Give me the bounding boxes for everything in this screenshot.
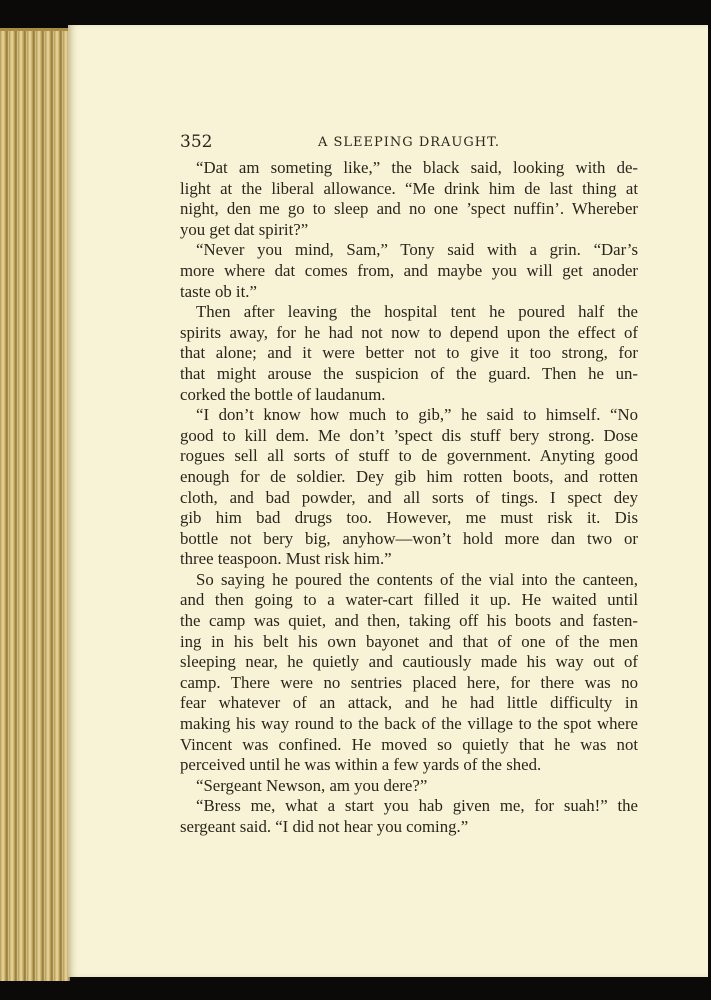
text-line: ing in his belt his own bayonet and that of one of the men [180, 631, 638, 651]
text-line: “Sergeant Newson, am you dere?” [196, 775, 428, 795]
text-line: “Bress me, what a start you hab given me, for suah!” the [196, 796, 638, 816]
text-line: perceived until he was within a few yards of the shed. [180, 755, 542, 775]
text-line: Then after leaving the hospital tent he poured half the [196, 302, 638, 322]
text-line: corked the bottle of laudanum. [180, 384, 386, 404]
text-line: Vincent was confined. He moved so quietly that he was not [180, 734, 638, 754]
text-line: light at the liberal allowance. “Me drink him de last thing at [180, 178, 638, 198]
text-line: “Dat am someting like,” the black said, looking with de- [196, 158, 638, 177]
text-line: you get dat spirit?” [180, 219, 309, 239]
text-line: fear whatever of an attack, and he had little difficulty in [180, 693, 638, 713]
text-line: sergeant said. “I did not hear you coming.” [180, 817, 469, 836]
paragraph [180, 405, 638, 570]
text-line: sleeping near, he quietly and cautiously made his way out of [180, 652, 638, 672]
page-edges [0, 28, 70, 981]
text-line: cloth, and bad powder, and all sorts of tings. I spect dey [180, 487, 638, 507]
text-line: enough for de soldier. Dey gib him rotten boots, and rotten [180, 466, 638, 486]
paragraph [180, 302, 638, 405]
text-line: that might arouse the suspicion of the guard. Then he un- [180, 363, 638, 383]
text-line: rogues sell all sorts of stuff to de government. Anyting good [180, 446, 638, 466]
text-line: making his way round to the back of the village to the spot where [180, 714, 638, 734]
paragraph [180, 158, 638, 240]
text-line: gib him bad drugs too. However, me must risk it. Dis [180, 508, 638, 528]
running-title: A SLEEPING DRAUGHT. [318, 135, 500, 150]
text-line: taste ob it.” [180, 281, 257, 301]
page-number: 352 [180, 132, 213, 152]
text-line: night, den me go to sleep and no one ’spect nuffin’. Whereber [180, 199, 638, 219]
text-line: that alone; and it were better not to give it too strong, for [180, 343, 638, 363]
paragraph [180, 776, 638, 797]
text-line: “I don’t know how much to gib,” he said to himself. “No [196, 405, 638, 425]
text-line: spirits away, for he had not now to depend upon the effect of [180, 322, 638, 342]
text-line: more where dat comes from, and maybe you will get anoder [180, 260, 638, 280]
text-line: So saying he poured the contents of the vial into the canteen, [196, 569, 638, 589]
text-line: good to kill dem. Me don’t ’spect dis stuff bery strong. Dose [180, 425, 638, 445]
paragraph [180, 240, 638, 302]
page-header [180, 132, 638, 154]
book-page [68, 25, 708, 977]
paragraph [180, 796, 638, 837]
page-body [180, 158, 638, 838]
text-line: “Never you mind, Sam,” Tony said with a grin. “Dar’s [196, 240, 638, 260]
text-line: camp. There were no sentries placed here, for there was no [180, 672, 638, 692]
paragraph [180, 570, 638, 776]
text-line: and then going to a water-cart filled it up. He waited until [180, 590, 638, 610]
text-line: three teaspoon. Must risk him.” [180, 549, 392, 569]
text-line: the camp was quiet, and then, taking off his boots and fasten- [180, 611, 638, 631]
text-line: bottle not bery big, anyhow—won’t hold more dan two or [180, 528, 638, 548]
